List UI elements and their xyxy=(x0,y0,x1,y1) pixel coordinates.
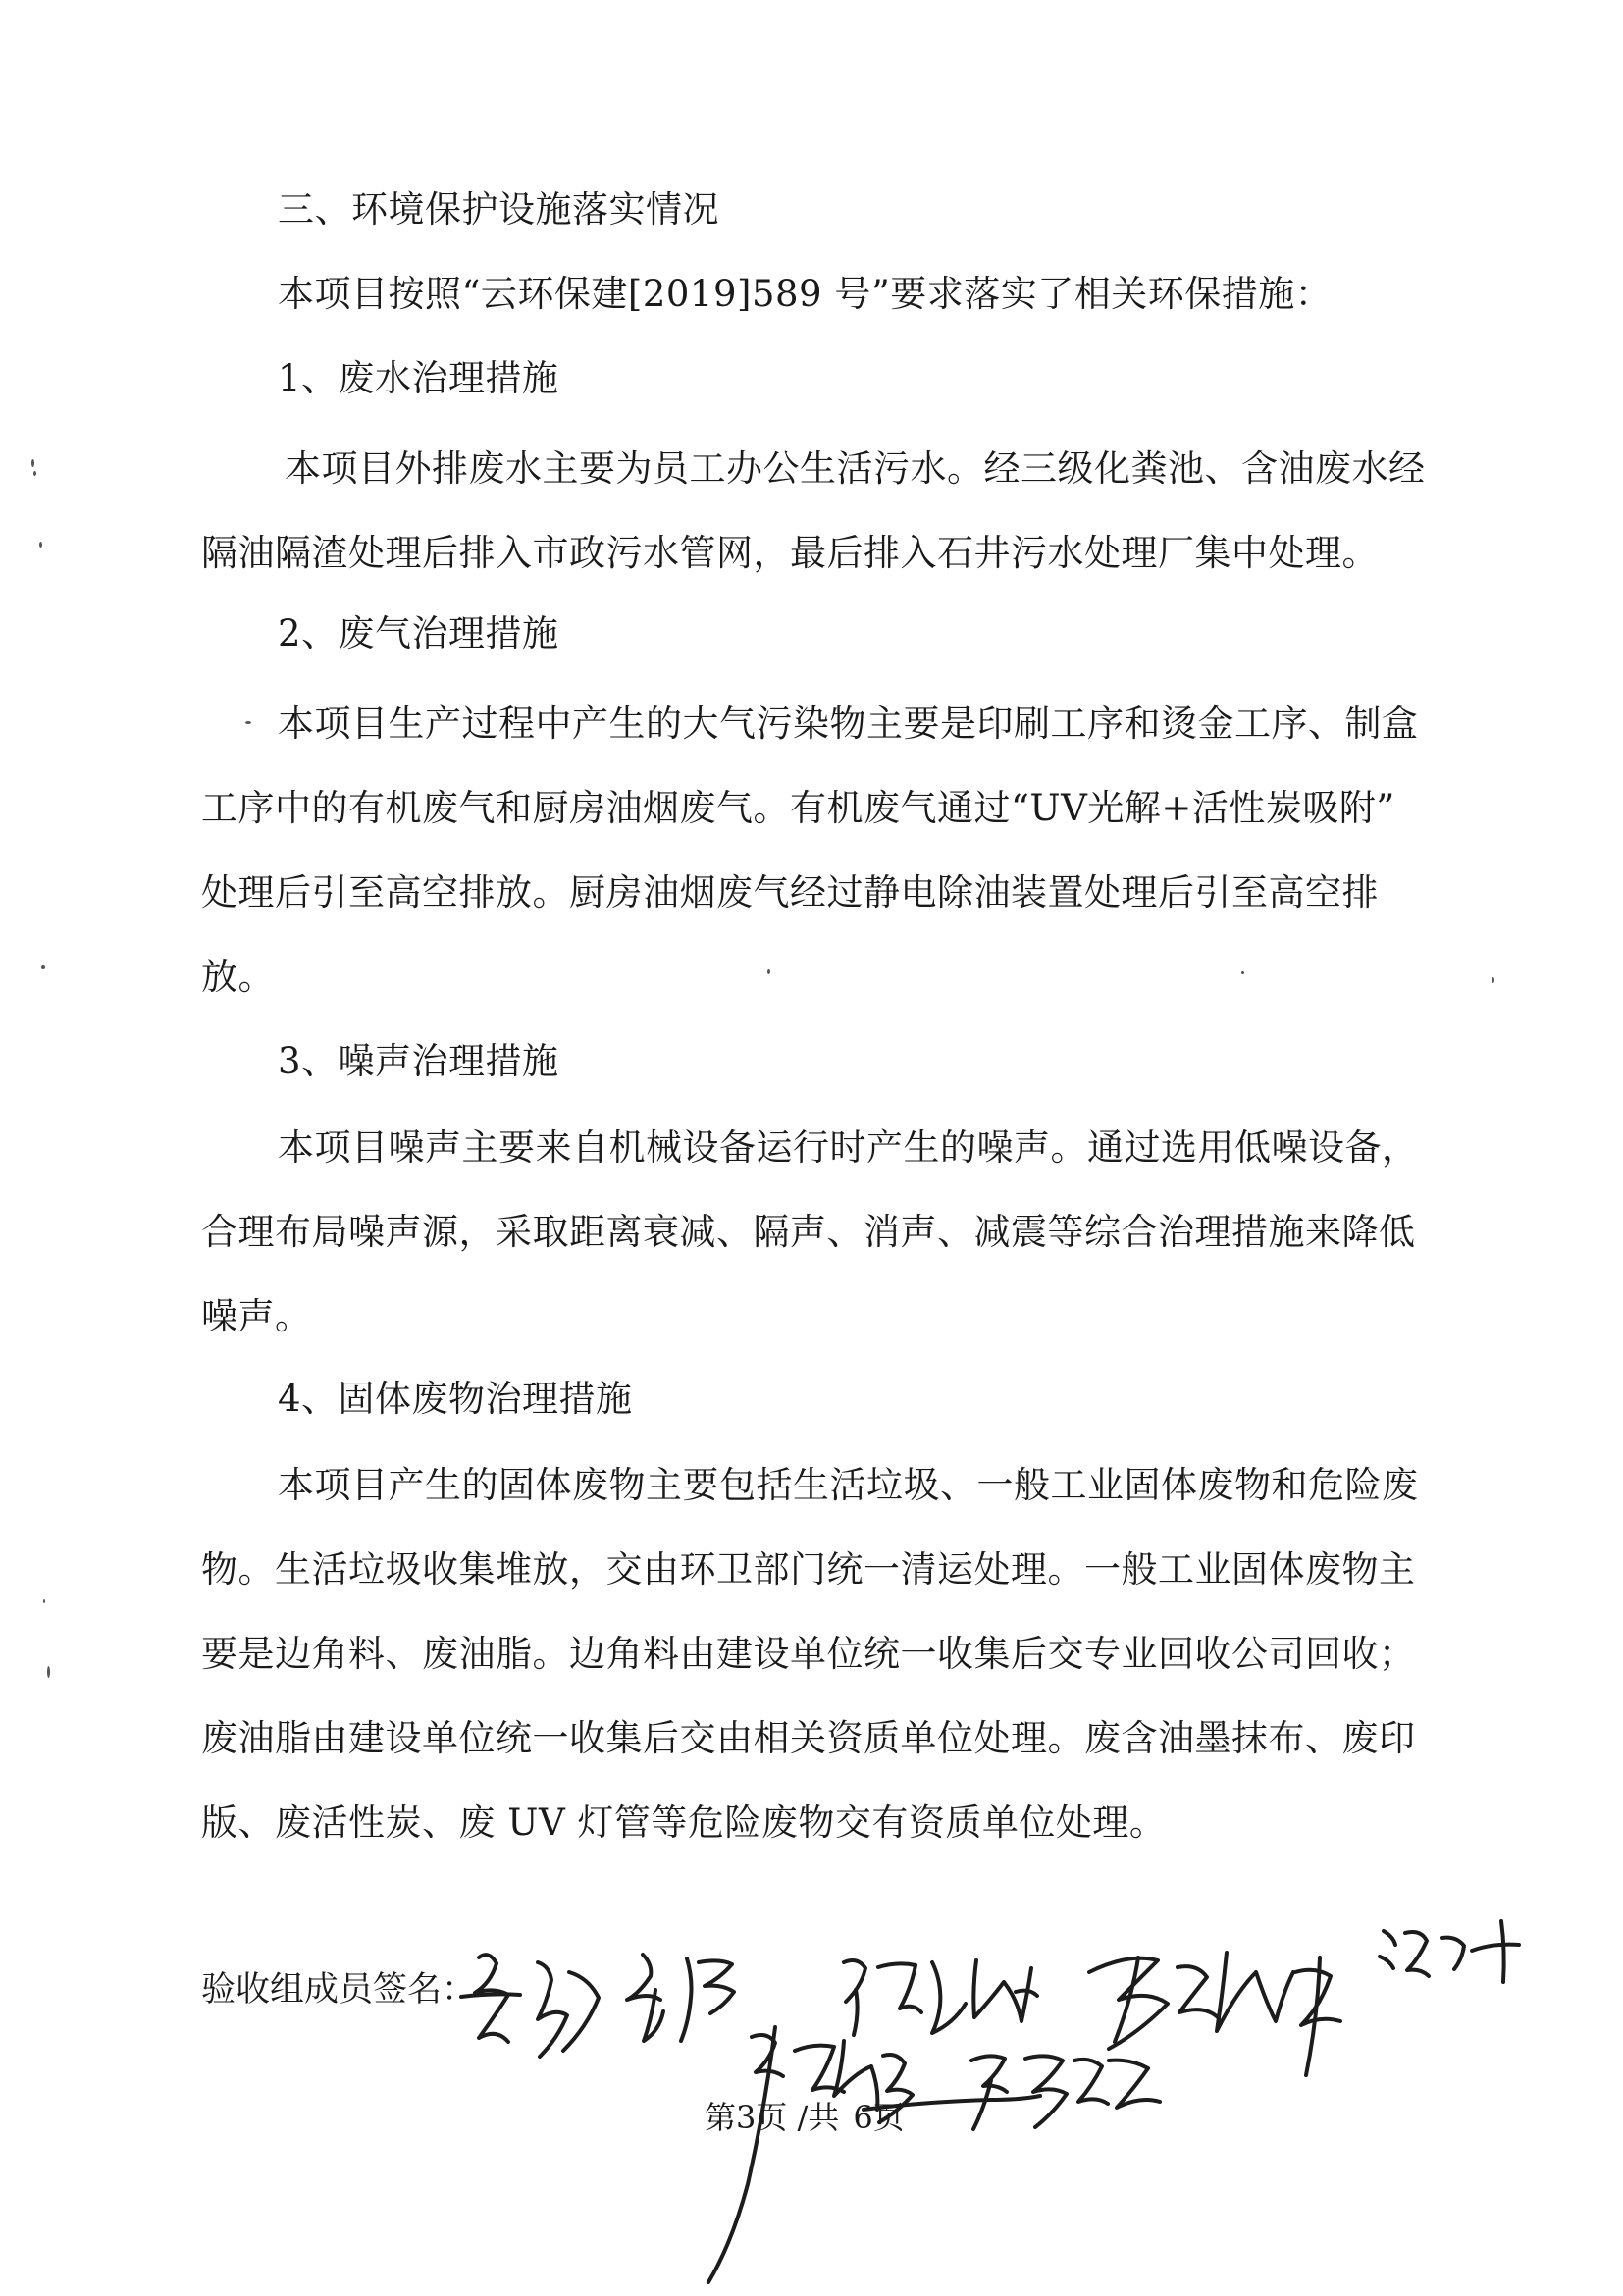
signature-5 xyxy=(1380,1921,1519,1982)
paragraph-line: 处理后引至高空排放。厨房油烟废气经过静电除油装置处理后引至高空排 xyxy=(201,871,1379,913)
paragraph-line: 要是边角料、废油脂。边角料由建设单位统一收集后交专业回收公司回收； xyxy=(201,1633,1416,1675)
scan-speck xyxy=(39,542,42,548)
footer-mid: 页 /共 xyxy=(756,2099,840,2136)
paragraph-line: 本项目外排废水主要为员工办公生活污水。经三级化粪池、含油废水经 xyxy=(285,447,1426,490)
paragraph-line: 合理布局噪声源，采取距离衰减、隔声、消声、减震等综合治理措施来降低 xyxy=(201,1211,1416,1253)
intro-paragraph: 本项目按照“云环保建[2019]589 号”要求落实了相关环保措施： xyxy=(278,273,1333,315)
scan-speck xyxy=(1241,971,1244,974)
scan-speck xyxy=(41,965,45,969)
scan-speck xyxy=(31,459,34,467)
scan-speck xyxy=(47,1666,50,1678)
item-heading-exhaust: 2、废气治理措施 xyxy=(278,612,559,654)
paragraph-line: 放。 xyxy=(201,956,275,998)
paragraph-line: 本项目生产过程中产生的大气污染物主要是印刷工序和烫金工序、制盒 xyxy=(278,703,1419,745)
item-heading-noise: 3、噪声治理措施 xyxy=(278,1040,559,1082)
paragraph-line: 本项目产生的固体废物主要包括生活垃圾、一般工业固体废物和危险废 xyxy=(278,1464,1419,1506)
footer-page-number: 3 xyxy=(736,2099,757,2136)
scan-speck xyxy=(1492,977,1494,983)
footer-suffix: 页 xyxy=(872,2099,905,2136)
footer-total-pages: 6 xyxy=(853,2099,873,2136)
item-heading-wastewater: 1、废水治理措施 xyxy=(278,357,559,399)
scan-speck xyxy=(43,1599,45,1603)
signature-2 xyxy=(627,1955,734,2041)
section-title: 三、环境保护设施落实情况 xyxy=(278,188,719,231)
paragraph-line: 噪声。 xyxy=(201,1295,312,1337)
paragraph-line: 物。生活垃圾收集堆放，交由环卫部门统一清运处理。一般工业固体废物主 xyxy=(201,1548,1416,1591)
page-footer xyxy=(705,2098,905,2137)
signature-4 xyxy=(1089,1953,1340,2075)
signature-6 xyxy=(708,2027,1040,2282)
paragraph-line: 工序中的有机废气和厨房油烟废气。有机废气通过“UV光解+活性炭吸附” xyxy=(201,787,1395,829)
item-heading-solid-waste: 4、固体废物治理措施 xyxy=(278,1378,633,1420)
footer-prefix: 第 xyxy=(705,2099,737,2136)
scan-speck xyxy=(33,471,36,476)
signature-7 xyxy=(971,2056,1160,2129)
signature-1 xyxy=(461,1955,599,2057)
paragraph-line: 隔油隔渣处理后排入市政污水管网，最后排入石井污水处理厂集中处理。 xyxy=(201,532,1379,574)
scan-speck xyxy=(245,721,251,724)
paragraph-line: 本项目噪声主要来自机械设备运行时产生的噪声。通过选用低噪设备， xyxy=(278,1126,1419,1169)
signature-label: 验收组成员签名： xyxy=(201,1970,477,2009)
signature-3 xyxy=(844,1960,1037,2035)
scan-speck xyxy=(767,969,770,974)
paragraph-line: 废油脂由建设单位统一收集后交由相关资质单位处理。废含油墨抹布、废印 xyxy=(201,1717,1416,1759)
paragraph-line: 版、废活性炭、废 UV 灯管等危险废物交有资质单位处理。 xyxy=(201,1801,1167,1844)
